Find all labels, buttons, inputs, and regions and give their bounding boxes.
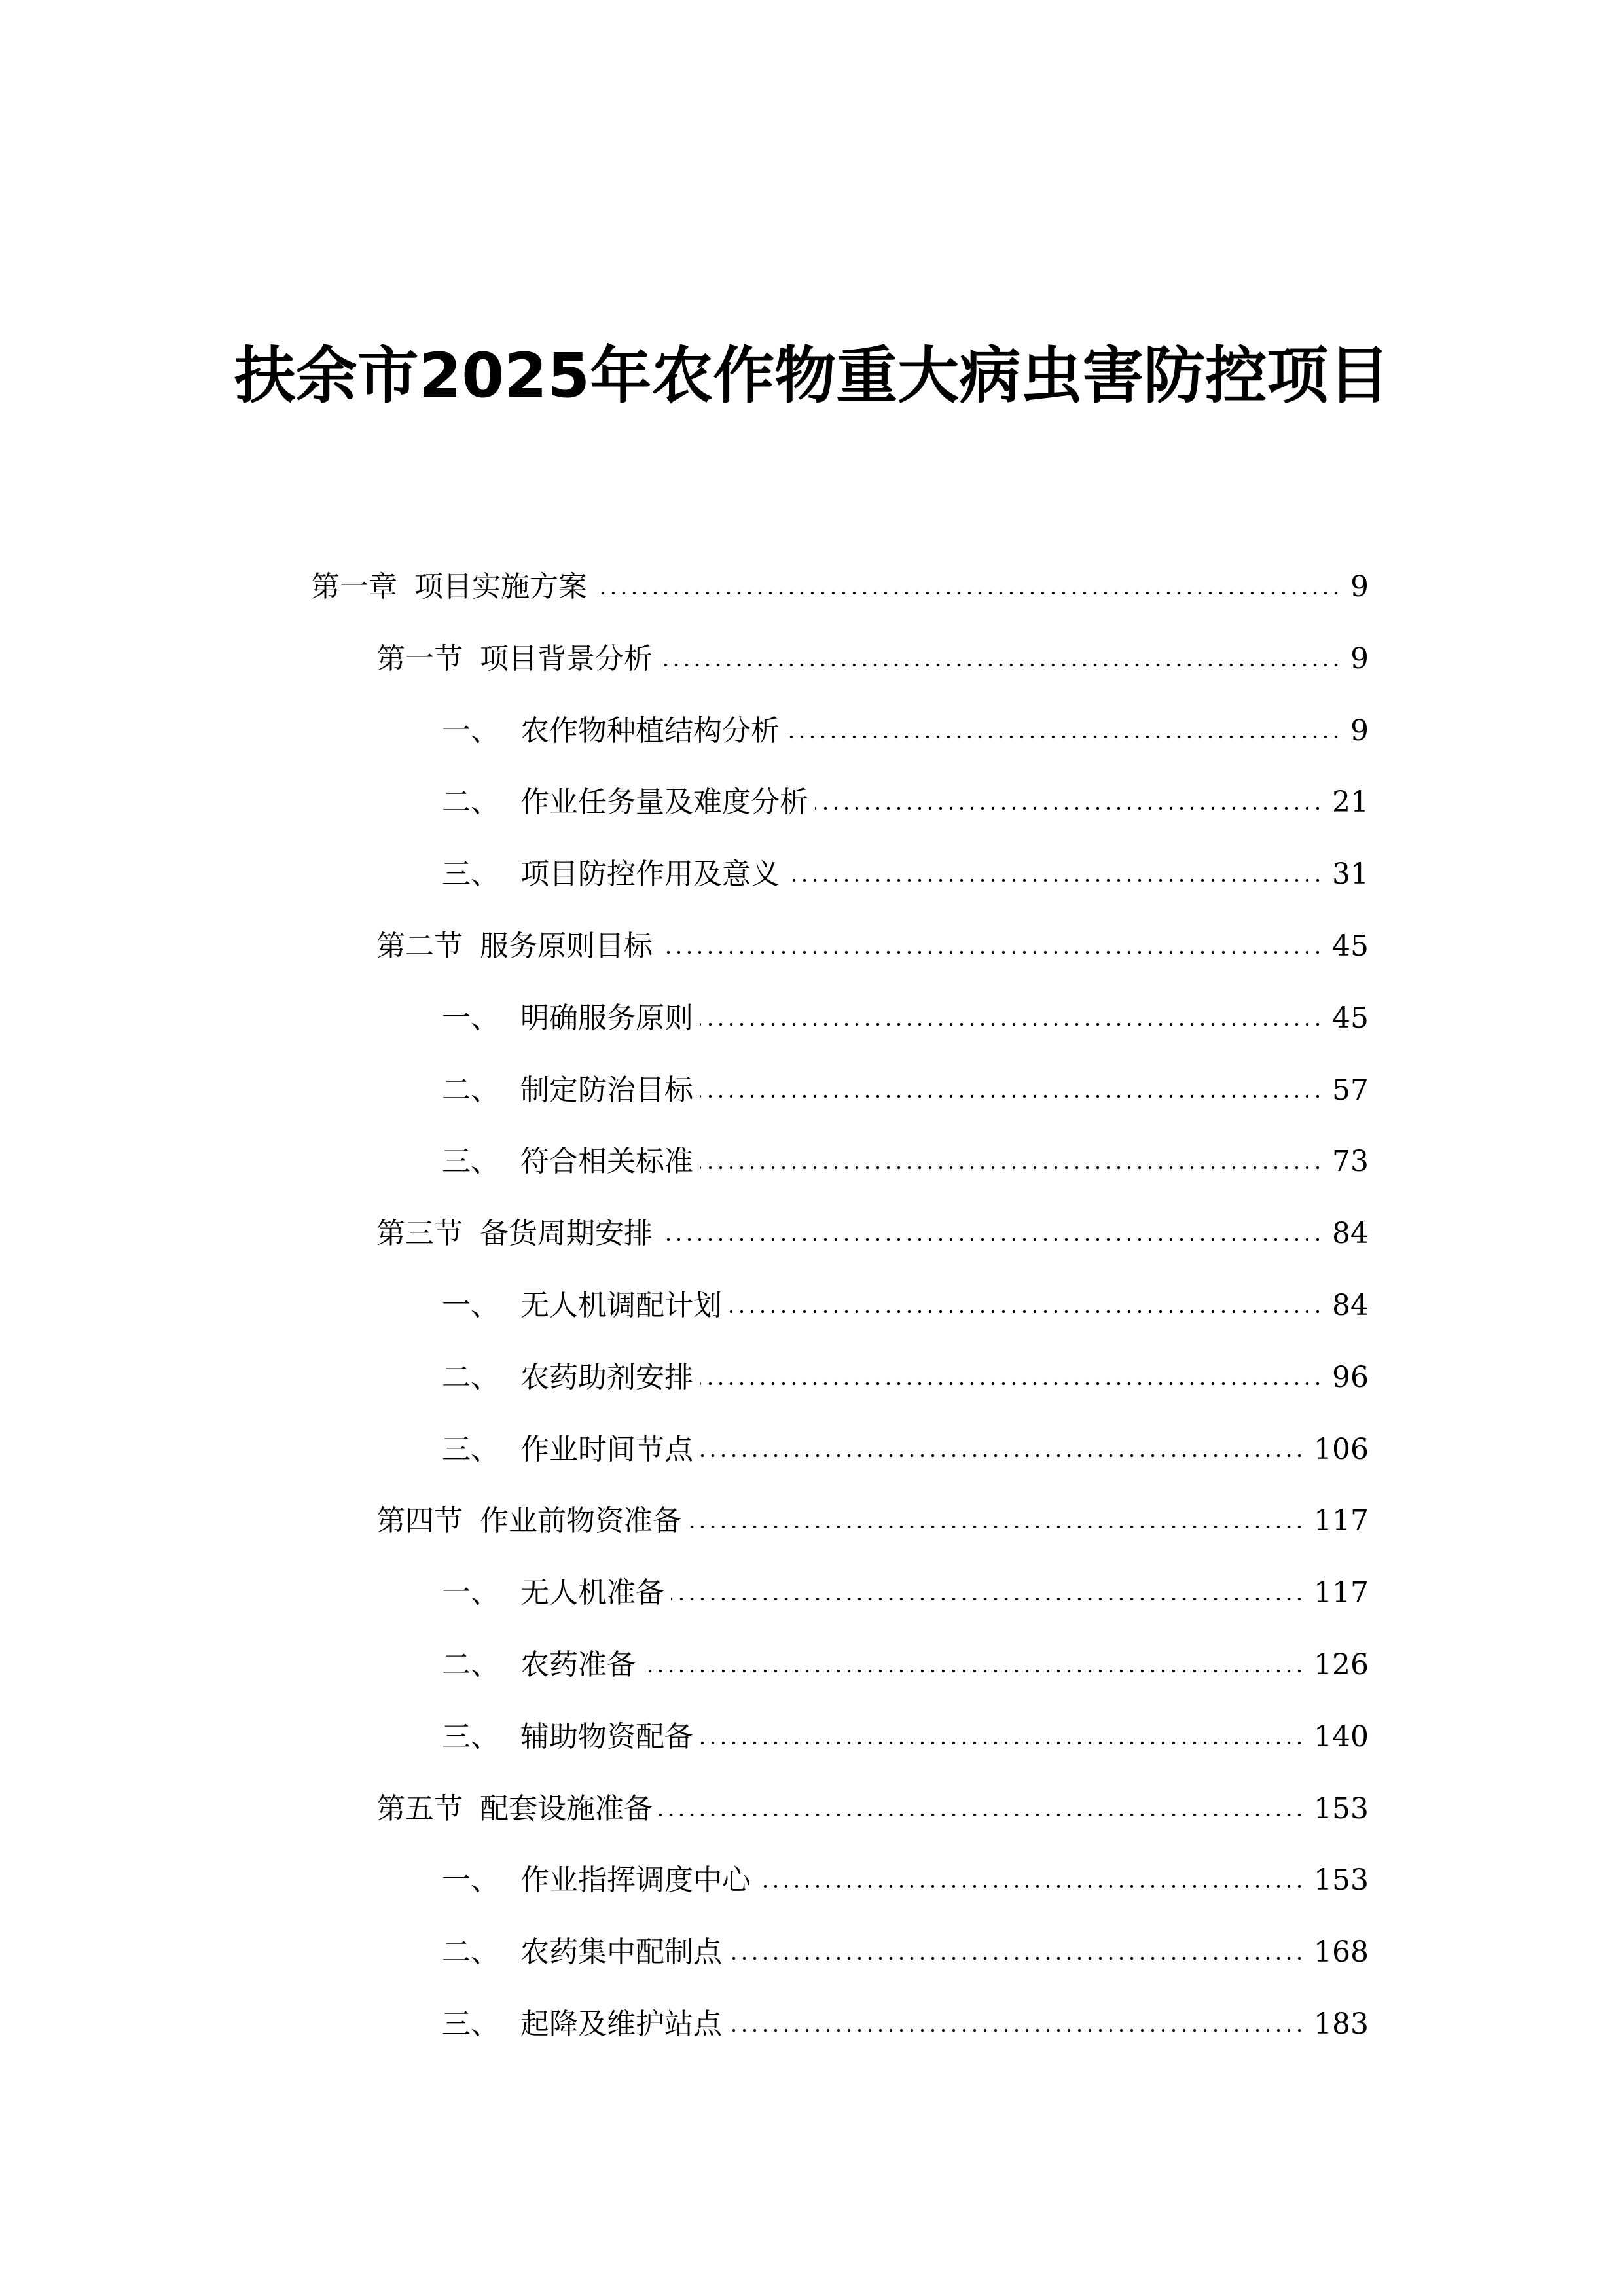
toc-entry-number: 三、 [442,1432,499,1466]
toc-entry-level-3[interactable] [442,852,1369,897]
toc-entry-page-number: 84 [1332,1289,1369,1322]
toc-entry-level-3[interactable] [442,1570,1369,1616]
toc-entry-page-number: 106 [1314,1432,1369,1466]
toc-entry-level-3[interactable] [442,1283,1369,1329]
toc-entry-level-3[interactable] [442,708,1369,754]
toc-dot-leader [729,1310,1323,1314]
toc-dot-leader [659,1238,1323,1242]
toc-dot-leader [659,1813,1305,1817]
toc-entry-label: 无人机调配计划 [520,1289,722,1322]
toc-entry-number: 三、 [442,1145,499,1179]
toc-entry-label: 配套设施准备 [480,1791,653,1825]
toc-entry-label: 农作物种植结构分析 [520,713,780,747]
toc-entry-number: 第三节 [376,1217,463,1251]
toc-dot-leader [786,878,1323,882]
toc-entry-number: 一、 [442,1289,499,1322]
toc-entry-page-number: 140 [1314,1719,1369,1753]
toc-dot-leader [700,1022,1323,1026]
toc-entry-page-number: 9 [1350,641,1369,675]
toc-entry-label: 辅助物资配备 [520,1719,693,1753]
toc-entry-level-1[interactable] [311,564,1369,610]
toc-entry-page-number: 21 [1332,785,1369,819]
toc-entry-label: 无人机准备 [520,1576,664,1610]
toc-entry-page-number: 45 [1332,1001,1369,1035]
toc-entry-page-number: 9 [1350,570,1369,603]
toc-entry-level-3[interactable] [442,1714,1369,1760]
toc-entry-label: 制定防治目标 [520,1073,693,1107]
toc-entry-page-number: 45 [1332,929,1369,963]
toc-dot-leader [594,591,1341,595]
toc-entry-number: 一、 [442,1001,499,1035]
toc-dot-leader [700,1382,1323,1386]
toc-entry-number: 三、 [442,2007,499,2041]
toc-entry-number: 一、 [442,713,499,747]
toc-entry-number: 第四节 [376,1504,463,1538]
toc-entry-number: 二、 [442,1360,499,1394]
page-title: 扶余市2025年农作物重大病虫害防控项目 [234,340,1390,412]
toc-entry-number: 一、 [442,1576,499,1610]
toc-dot-leader [659,663,1341,667]
toc-entry-page-number: 73 [1332,1145,1369,1179]
toc-entry-label: 服务原则目标 [480,929,653,963]
toc-entry-label: 备货周期安排 [480,1217,653,1251]
toc-entry-label: 作业指挥调度中心 [520,1863,751,1897]
toc-entry-page-number: 153 [1314,1863,1369,1897]
toc-entry-level-3[interactable] [442,1642,1369,1688]
toc-entry-level-3[interactable] [442,1139,1369,1185]
toc-dot-leader [700,1741,1305,1745]
toc-dot-leader [700,1454,1305,1458]
toc-dot-leader [642,1669,1305,1673]
toc-entry-page-number: 183 [1314,2007,1369,2041]
toc-entry-number: 第一章 [311,570,397,603]
toc-entry-page-number: 117 [1314,1576,1369,1610]
toc-entry-label: 作业前物资准备 [480,1504,681,1538]
toc-entry-level-2[interactable] [376,636,1369,682]
toc-entry-label: 明确服务原则 [520,1001,693,1035]
toc-entry-number: 二、 [442,1935,499,1969]
toc-entry-label: 农药集中配制点 [520,1935,722,1969]
toc-dot-leader [688,1525,1305,1529]
toc-entry-label: 作业时间节点 [520,1432,693,1466]
toc-entry-level-3[interactable] [442,1067,1369,1113]
toc-dot-leader [815,806,1323,810]
toc-entry-page-number: 84 [1332,1217,1369,1251]
toc-entry-page-number: 57 [1332,1073,1369,1107]
toc-entry-label: 项目防控作用及意义 [520,857,780,891]
toc-entry-page-number: 9 [1350,713,1369,747]
toc-entry-number: 三、 [442,1719,499,1753]
toc-entry-level-3[interactable] [442,1857,1369,1903]
toc-entry-level-3[interactable] [442,1929,1369,1975]
toc-dot-leader [729,1956,1305,1960]
toc-entry-number: 二、 [442,785,499,819]
toc-dot-leader [729,2028,1305,2032]
toc-dot-leader [786,735,1341,739]
toc-entry-label: 农药准备 [520,1648,636,1681]
toc-entry-label: 作业任务量及难度分析 [520,785,808,819]
toc-entry-level-3[interactable] [442,2001,1369,2047]
toc-entry-level-2[interactable] [376,924,1369,969]
toc-entry-level-3[interactable] [442,780,1369,825]
toc-entry-label: 项目实施方案 [414,570,587,603]
toc-entry-level-3[interactable] [442,1355,1369,1401]
toc-dot-leader [757,1884,1305,1888]
toc-entry-page-number: 153 [1314,1791,1369,1825]
toc-entry-number: 二、 [442,1648,499,1681]
toc-entry-number: 第一节 [376,641,463,675]
toc-dot-leader [659,950,1323,954]
toc-entry-number: 三、 [442,857,499,891]
toc-entry-level-2[interactable] [376,1211,1369,1257]
toc-entry-page-number: 126 [1314,1648,1369,1681]
toc-entry-page-number: 31 [1332,857,1369,891]
toc-dot-leader [671,1597,1305,1601]
toc-entry-label: 项目背景分析 [480,641,653,675]
toc-entry-page-number: 117 [1314,1504,1369,1538]
toc-dot-leader [700,1094,1323,1098]
toc-entry-number: 第五节 [376,1791,463,1825]
toc-entry-label: 符合相关标准 [520,1145,693,1179]
toc-entry-level-2[interactable] [376,1498,1369,1544]
toc-entry-page-number: 168 [1314,1935,1369,1969]
toc-entry-level-3[interactable] [442,996,1369,1041]
toc-entry-number: 一、 [442,1863,499,1897]
toc-dot-leader [700,1166,1323,1170]
toc-entry-label: 农药助剂安排 [520,1360,693,1394]
toc-entry-page-number: 96 [1332,1360,1369,1394]
toc-entry-level-2[interactable] [376,1786,1369,1832]
toc-entry-label: 起降及维护站点 [520,2007,722,2041]
toc-entry-number: 第二节 [376,929,463,963]
toc-entry-level-3[interactable] [442,1427,1369,1473]
toc-entry-number: 二、 [442,1073,499,1107]
